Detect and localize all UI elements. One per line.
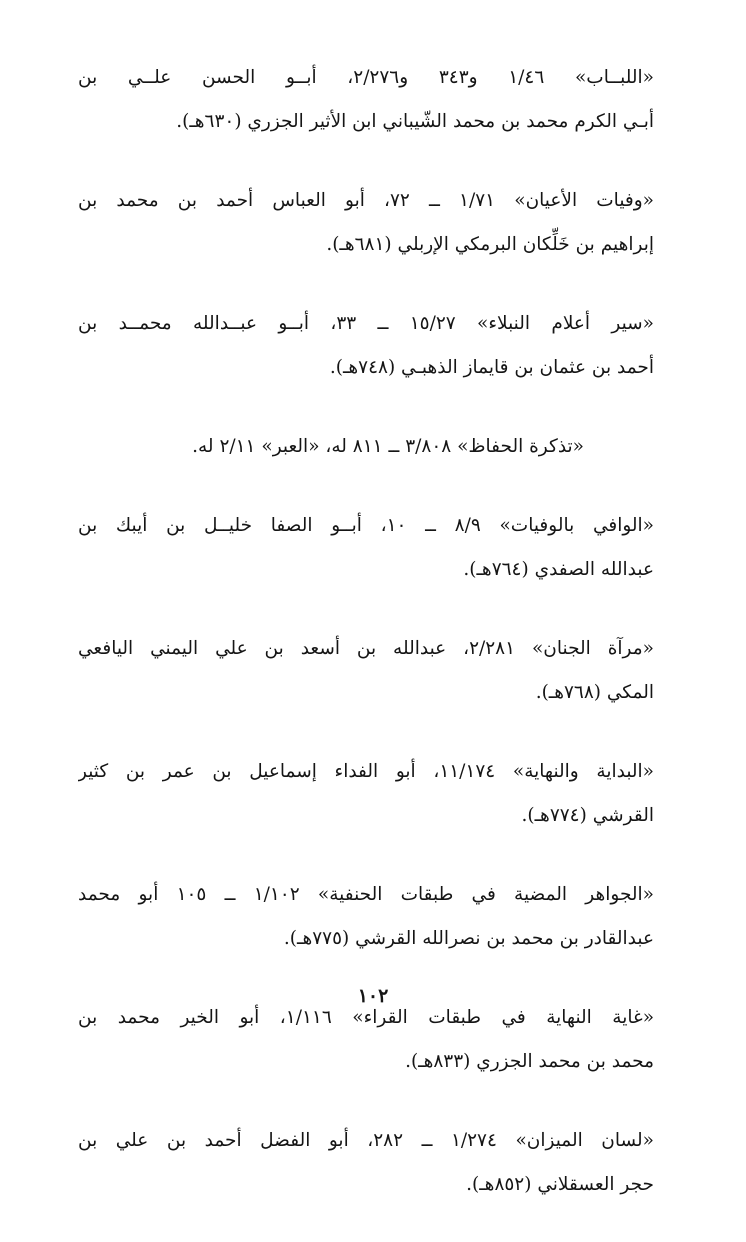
- entry-line: «تذكرة الحفاظ» ٣/٨٠٨ ــ ٨١١ له، «العبر» ٢/١١ له.: [192, 436, 584, 457]
- entry-line: «سير أعلام النبلاء» ١٥/٢٧ ــ ٣٣، أبــو عبــدالله محمــد بن: [78, 313, 654, 334]
- entry-line: إبراهيم بن خَلِّكان البرمكي الإربلي (٦٨١هـ).: [326, 234, 654, 255]
- page-number: ١٠٢: [357, 985, 389, 1007]
- entry-line: «مرآة الجنان» ٢/٢٨١، عبدالله بن أسعد بن علي اليمني اليافعي: [78, 638, 654, 659]
- entry-line: «وفيات الأعيان» ١/٧١ ــ ٧٢، أبو العباس أحمد بن محمد بن: [78, 190, 654, 211]
- entry-line: حجر العسقلاني (٨٥٢هـ).: [466, 1174, 654, 1195]
- entry-line: «الوافي بالوفيات» ٨/٩ ــ ١٠، أبــو الصفا خليــل بن أيبك بن: [78, 515, 654, 536]
- entry-line: «اللبــاب» ١/٤٦ و٣٤٣ و٢/٢٧٦، أبــو الحسن علــي بن: [78, 67, 654, 88]
- reference-entry-siyar: [78, 302, 654, 390]
- entry-line: «البداية والنهاية» ١١/١٧٤، أبو الفداء إسماعيل بن عمر بن كثير: [78, 761, 654, 782]
- reference-entry-ghaya: [78, 996, 654, 1084]
- reference-entry-bidaya: [78, 750, 654, 838]
- entry-line: محمد بن محمد الجزري (٨٣٣هـ).: [405, 1051, 654, 1072]
- entry-line: المكي (٧٦٨هـ).: [535, 682, 654, 703]
- reference-entry-wafayat: [78, 179, 654, 267]
- entry-line: «لسان الميزان» ١/٢٧٤ ــ ٢٨٢، أبو الفضل أحمد بن علي بن: [78, 1130, 654, 1151]
- entry-line: عبدالله الصفدي (٧٦٤هـ).: [463, 559, 654, 580]
- entry-line: أبـي الكرم محمد بن محمد الشّيباني ابن الأثير الجزري (٦٣٠هـ).: [176, 111, 654, 132]
- reference-entry-tadhkira: [78, 425, 654, 469]
- entry-line: القرشي (٧٧٤هـ).: [521, 805, 654, 826]
- entry-line: عبدالقادر بن محمد بن نصرالله القرشي (٧٧٥هـ).: [283, 928, 654, 949]
- reference-entry-mirat: [78, 627, 654, 715]
- page-body: [78, 56, 654, 1242]
- reference-entry-wafi: [78, 504, 654, 592]
- entry-line: «الجواهر المضية في طبقات الحنفية» ١/١٠٢ ــ ١٠٥ أبو محمد: [78, 884, 654, 905]
- reference-entry-lubab: [78, 56, 654, 144]
- reference-entry-jawahir: [78, 873, 654, 961]
- entry-line: أحمد بن عثمان بن قايماز الذهبـي (٧٤٨هـ).: [329, 357, 654, 378]
- entry-line: «غاية النهاية في طبقات القراء» ١/١١٦، أبو الخير محمد بن: [78, 1007, 654, 1028]
- reference-entry-lisan: [78, 1119, 654, 1207]
